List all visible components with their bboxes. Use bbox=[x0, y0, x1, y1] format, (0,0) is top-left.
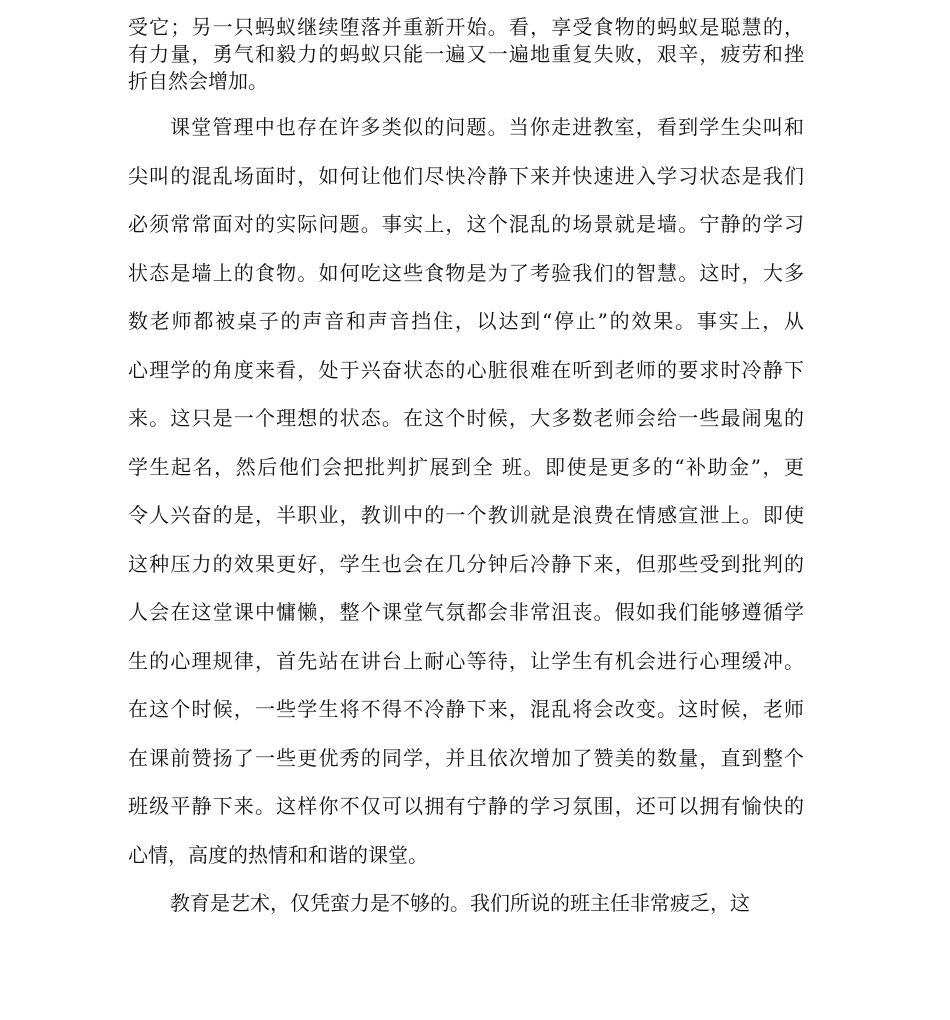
paragraph-3 bbox=[128, 879, 804, 928]
text-line: 学生起名，然后他们会把批判扩展到全 班。即使是更多的“补助金”，更 bbox=[128, 454, 804, 479]
text-line: 班级平静下来。这样你不仅可以拥有宁静的学习氛围，还可以拥有愉快的 bbox=[128, 794, 804, 818]
text-line: 这种压力的效果更好，学生也会在几分钟后冷静下来，但那些受到批判的 bbox=[128, 551, 804, 576]
text-line: 教育是艺术，仅凭蛮力是不够的。我们所说的班主任非常疲乏，这 bbox=[170, 891, 750, 915]
text-line: 折自然会增加。 bbox=[128, 69, 268, 93]
text-line: 心理学的角度来看，处于兴奋状态的心脏很难在听到老师的要求时冷静下 bbox=[128, 357, 804, 382]
text-line: 来。这只是一个理想的状态。在这个时候，大多数老师会给一些最闹鬼的 bbox=[128, 406, 804, 430]
paragraph-2 bbox=[128, 103, 804, 879]
text-line: 尖叫的混乱场面时，如何让他们尽快冷静下来并快速进入学习状态是我们 bbox=[128, 163, 804, 188]
text-line: 必须常常面对的实际问题。事实上，这个混乱的场景就是墙。宁静的学习 bbox=[128, 212, 804, 236]
document-page bbox=[128, 14, 804, 928]
paragraph-1 bbox=[128, 14, 804, 95]
text-line: 在这个时候，一些学生将不得不冷静下来，混乱将会改变。这时候，老师 bbox=[128, 697, 804, 721]
text-line: 令人兴奋的是，半职业，教训中的一个教训就是浪费在情感宣泄上。即使 bbox=[128, 503, 804, 527]
text-line: 在课前赞扬了一些更优秀的同学，并且依次增加了赞美的数量，直到整个 bbox=[128, 745, 804, 770]
text-line: 生的心理规律，首先站在讲台上耐心等待，让学生有机会进行心理缓冲。 bbox=[128, 648, 804, 673]
text-line: 心情，高度的热情和和谐的课堂。 bbox=[128, 842, 428, 867]
text-line: 有力量，勇气和毅力的蚂蚁只能一遍又一遍地重复失败，艰辛，疲劳和挫 bbox=[128, 42, 804, 66]
text-line: 数老师都被桌子的声音和声音挡住，以达到“停止”的效果。事实上，从 bbox=[128, 309, 804, 333]
text-line: 课堂管理中也存在许多类似的问题。当你走进教室，看到学生尖叫和 bbox=[170, 115, 804, 139]
text-line: 受它；另一只蚂蚁继续堕落并重新开始。看，享受食物的蚂蚁是聪慧的， bbox=[128, 15, 804, 39]
text-line: 状态是墙上的食物。如何吃这些食物是为了考验我们的智慧。这时，大多 bbox=[128, 260, 804, 285]
text-line: 人会在这堂课中慵懒，整个课堂气氛都会非常沮丧。假如我们能够遵循学 bbox=[128, 600, 804, 624]
